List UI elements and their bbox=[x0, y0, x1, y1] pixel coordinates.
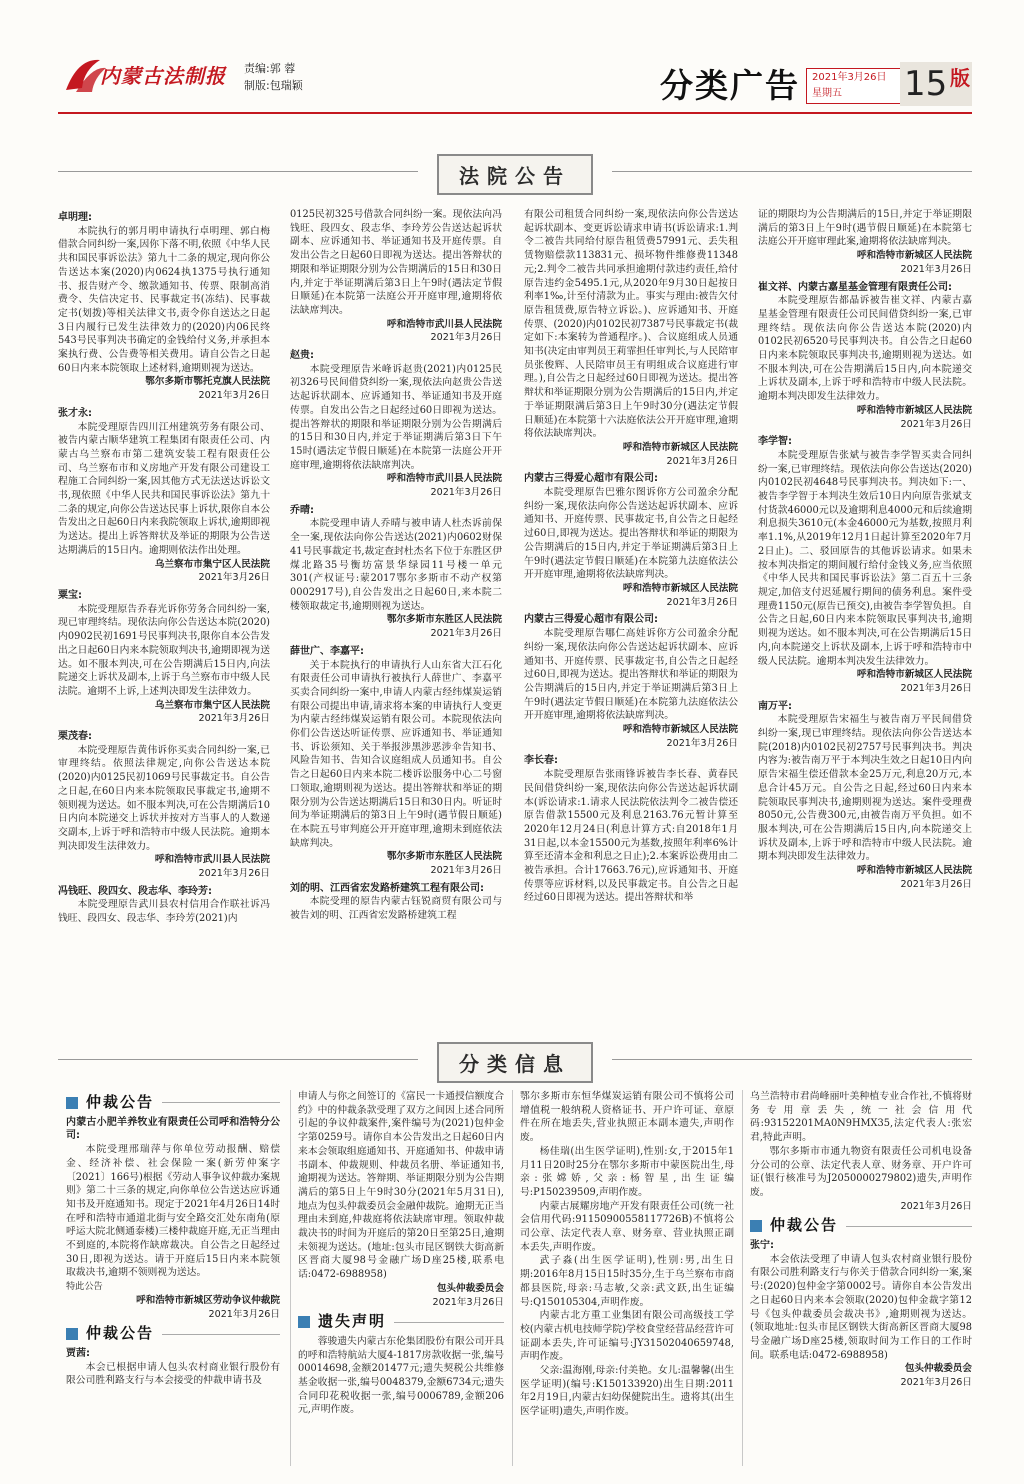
notice-body: 内蒙古展耀房地产开发有限责任公司(统一社会信用代码:91150900558117726B)不慎将公司公章、法定代表人章、财务章、营业执照正副本丢失,声明作废。 bbox=[520, 1200, 734, 1253]
notice-body-cont: 有限公司租赁合同纠纷一案,现依法向你公告送达起诉状副本、变更诉讼请求申请书(诉讼请求:1.判令二被告共同给付原告租赁费57991元、丢失租赁物赔偿款113831元、损坏物件维修费11348元;2.判令二被告共同承担逾期付款违约责任,给付原告违约金5495.1元,从2020年9月30日起按日利率1‰,计至付清款为止。事实与理由:被告欠付原告租赁费,原告特立诉讼。)、应诉通知书、开庭传票、(2020)内0102民初7387号民事裁定书(裁定如下:本案转为普通程序。)、合议庭组成人员通知书(决定由审判员王莉霏担任审判长,与人民陪审员张俊辉、人民陪审员王有明组成合议庭进行审理。),自公告之日起经过60日即视为送达。提出答辩状和举证期限分别为公告期满后的15日内,并定于举证期限满后第3日上午9时30分(遇法定节假日顺延)在本院第十六法庭依法公开开庭审理,逾期将依法缺席判决。 bbox=[524, 209, 738, 440]
heading-rule bbox=[162, 1334, 280, 1335]
notice-body: 本院受理原告宋福生与被告南万平民间借贷纠纷一案,现已审理终结。现依法向你公告送达本院(2018)内0102民初2757号民事判决书。判决内容为:被告南万平于本判决生效之日起10日内向原告宋福生偿还借款本金25万元,利息20万元,本息合计45万元。自公告之日起,经过60日内来本院领取民事判决书,逾期则视为送达。案件受理费8050元,公告费300元,由被告南万平负担。如不服本判决,可在公告期满后15日内,向本院递交上诉状及副本,上诉于呼和浩特市中级人民法院。逾期本判决即发生法律效力。 bbox=[758, 714, 972, 863]
section-title: 分类广告 bbox=[660, 66, 800, 105]
notice-addressee: 张才永: bbox=[58, 407, 92, 419]
lower-column-1 bbox=[66, 1090, 280, 1470]
notice-date: 2021年3月26日 bbox=[198, 713, 270, 725]
notice-addressee: 崔文祥、内蒙古嘉星基金管理有限责任公司: bbox=[758, 281, 952, 293]
heading-marker-icon bbox=[66, 1097, 78, 1109]
arbitration-title: 仲裁公告 bbox=[770, 1216, 839, 1235]
notice-addressee: 粟宝: bbox=[58, 589, 82, 601]
court-banner bbox=[58, 154, 972, 188]
issuing-court: 呼和浩特市新城区人民法院 bbox=[856, 404, 972, 416]
arbitration-notice-3 bbox=[750, 1239, 972, 1390]
lower-column-4 bbox=[750, 1090, 972, 1470]
notice-body-cont: 申请人与你之间签订的《富民一卡通授信额度合约》中的仲裁条款受理了双方之间因上述合同所引起的争议仲裁案件,案件编号为(2021)包仲金字第0259号。请你自本公告发出之日起60日内来本会领取组庭通知书、开庭通知书、仲裁申请书副本、仲裁规则、仲裁员名册、举证通知书,逾期视为送达。答辩期、举证期限分别为公告期满后的第5日上午9时30分(2021年5月31日),地点为包头仲裁委员会金融仲裁院。逾期无正当理由未到庭,仲裁庭将依法缺席审理。领取仲裁裁决书的时间为开庭后的第20日至第25日,逾期未领视为送达。(地址:包头市昆区钢铁大街高新区晋商大厦98号金融广场D座25楼,联系电话:0472-6988958) bbox=[298, 1091, 504, 1281]
issuing-court: 呼和浩特市新城区人民法院 bbox=[622, 724, 738, 736]
arbitration-heading bbox=[750, 1216, 972, 1235]
notice-date: 2021年3月26日 bbox=[900, 418, 972, 430]
issuing-court: 乌兰察布市集宁区人民法院 bbox=[154, 558, 270, 570]
notice-addressee: 乔晴: bbox=[290, 504, 314, 516]
editor-credits bbox=[244, 60, 303, 94]
notice-date: 2021年3月26日 bbox=[430, 487, 502, 499]
classified-banner-title: 分类信息 bbox=[437, 1042, 593, 1083]
notice-date: 2021年3月26日 bbox=[198, 572, 270, 584]
notice-addressee: 李学智: bbox=[758, 436, 792, 448]
heading-rule bbox=[846, 1226, 972, 1227]
lost-title: 遗失声明 bbox=[318, 1312, 387, 1331]
notice-addressee: 刘的明、江西省宏发路桥建筑工程有限公司: bbox=[290, 882, 484, 894]
notice-addressee: 薛世广、李嘉平: bbox=[290, 645, 364, 657]
notice-date: 2021年3月26日 bbox=[430, 865, 502, 877]
notice-date: 2021年3月26日 bbox=[198, 390, 270, 402]
issuing-court: 呼和浩特市新城区人民法院 bbox=[856, 250, 972, 262]
notice-date: 2021年3月26日 bbox=[666, 596, 738, 608]
notice-body: 本院受理原告张斌与被告李学智买卖合同纠纷一案,已审理终结。现依法向你公告送达(2020)内0102民初4648号民事判决书。判决如下:一、被告李学智于本判决生效后10日内向原告张斌支付货款46000元以及逾期利息4000元和后续逾期利息损失3610元(本金46000元为基数,按照月利率1.1%,从2019年12月1日起计算至2020年7月2日止)。二、驳回原告的其他诉讼请求。如果未按本判决指定的期间履行给付金钱义务,应当依照《中华人民共和国民事诉讼法》第二百五十三条规定,加倍支付迟延履行期间的债务利息。案件受理费1150元(原告已预交),由被告李学智负担。自公告之日起,60日内来本院领取民事判决书,逾期则视为送达。如不服本判决,可在公告期满后15日内,向本院递交上诉状及副本,上诉于呼和浩特市中级人民法院。逾期本判决发生法律效力。 bbox=[758, 449, 972, 667]
notice-body: 本院受理原告四川江州建筑劳务有限公司、被告内蒙古顺华建筑工程集团有限责任公司、内蒙古乌兰察布市第二建筑安装工程有限责任公司、乌兰察布市和义房地产开发有限公司建设工程施工合同纠纷一案,因其他方式无法送达诉讼文书,现依照《中华人民共和国民事诉讼法》第九十二条的规定,向你公告送达民事上诉状,限你自本公告发出之日起60日内来我院领取上诉状,逾期即视为送达。提出上诉答辩状及举证的期限为公告送达期满后的15日内。逾期则依法作出处理。 bbox=[58, 421, 270, 556]
issuing-court: 呼和浩特市新城区人民法院 bbox=[622, 582, 738, 594]
issuing-court: 呼和浩特市新城区人民法院 bbox=[856, 669, 972, 681]
notice-body: 本院受理申请人乔晴与被申请人杜杰诉前保全一案,现依法向你公告送达(2021)内0602财保41号民事裁定书,裁定查封杜杰名下位于东胜区伊煤北路35号衡坊富景华绿园11号楼一单元301(产权证号:蒙2017鄂尔多斯市不动产权第0002917号),自公告发出之日起60日,来本院二楼领取裁定书,逾期则视为送达。 bbox=[290, 518, 502, 612]
notice-body-cont: 鄂尔多斯市东恒华煤炭运销有限公司不慎将公司增值税一般纳税人资格证书、开户许可证、章原件在所在地丢失,营业执照正本副本遗失,声明作废。 bbox=[520, 1091, 734, 1144]
issuing-court: 鄂尔多斯市东胜区人民法院 bbox=[386, 851, 502, 863]
notice-date: 2021年3月26日 bbox=[430, 332, 502, 344]
notice-note: 特此公告 bbox=[66, 1281, 103, 1293]
column-4 bbox=[758, 208, 972, 1038]
lost-notice bbox=[298, 1335, 504, 1417]
notice-date: 2021年3月26日 bbox=[900, 682, 972, 694]
heading-marker-icon bbox=[66, 1328, 78, 1340]
issuing-court: 呼和浩特市武川县人民法院 bbox=[386, 473, 502, 485]
issuing-court: 鄂尔多斯市东胜区人民法院 bbox=[386, 614, 502, 626]
notice-addressee: 贾茜: bbox=[66, 1347, 90, 1359]
issuing-court: 乌兰察布市集宁区人民法院 bbox=[154, 699, 270, 711]
editor: 责编:郭 蓉 bbox=[244, 62, 296, 75]
heading-marker-icon bbox=[750, 1220, 762, 1232]
notice-body-cont: 乌兰浩特市君尚峰丽叶美种植专业合作社,不慎将财务专用章丢失,统一社会信用代码:93152201MA0N9HMX35,法定代表人:张宏君,特此声明。 bbox=[750, 1091, 972, 1144]
lost-heading bbox=[298, 1312, 504, 1331]
issuing-court: 包头仲裁委员会 bbox=[436, 1282, 504, 1294]
notice-body: 本院受理原告都晶诉被告崔文祥、内蒙古嘉星基金管理有限责任公司民间借贷纠纷一案,已审理终结。现依法向你公告送达本院(2020)内0102民初6520号民事判决书。自公告之日起60日内来本院领取民事判决书,逾期则视为送达。如不服本判决,可在公告期满后15日内,向本院递交上诉状及副本,上诉于呼和浩特市中级人民法院。逾期本判决即发生法律效力。 bbox=[758, 295, 972, 403]
issue-date bbox=[812, 70, 887, 102]
paper-name: 内蒙古法制报 bbox=[100, 64, 226, 88]
notice-body: 蓉骏遗失内蒙古东伦集团股份有限公司开具的呼和浩特航站大厦4-1817房款收据一张,编号00014698,金额201477元;遗失契税公共维修基金收据一张,编号0048379,金额6734元;遗失合同印花税收据一张,编号0006789,金额206元,声明作废。 bbox=[298, 1335, 504, 1416]
notice-body: 本院执行的郭月明申请执行卓明理、郭白梅借款合同纠纷一案,因你下落不明,依照《中华人民共和国民事诉讼法》第九十二条的规定,现向你公告送达本案(2020)内0624执1375号执行通知书、报告财产令、缴款通知书、传票、限制高消费令、失信决定书、民事裁定书(冻结)、民事裁定书(划拨)等相关法律文书,责令你自送达之日起3日内履行已发生法律效力的(2020)内06民终543号民事判决书确定的金钱给付义务,并承担本案执行费、公告费等相关费用。请自公告之日起60日内来本院领取上述材料,逾期则视为送达。 bbox=[58, 225, 270, 374]
issuing-court: 呼和浩特市新城区人民法院 bbox=[856, 865, 972, 877]
column-divider bbox=[290, 1090, 291, 1466]
arbitration-title: 仲裁公告 bbox=[86, 1324, 155, 1343]
notice-date: 2021年3月26日 bbox=[208, 1308, 280, 1320]
notice-addressee: 内蒙古三得爱心超市有限公司: bbox=[524, 614, 658, 626]
page-number: 15 bbox=[904, 64, 948, 104]
banner-line-right bbox=[612, 1059, 972, 1060]
heading-marker-icon bbox=[298, 1316, 310, 1328]
lower-column-3 bbox=[520, 1090, 734, 1470]
column-divider bbox=[512, 1090, 513, 1466]
notice-addressee: 南万平: bbox=[758, 700, 792, 712]
arbitration-notice-2 bbox=[66, 1347, 280, 1388]
issuing-court: 呼和浩特市武川县人民法院 bbox=[154, 854, 270, 866]
notice-body: 本院受理原告张雨锋诉被告李长春、黄春民民间借贷纠纷一案,现依法向你公告送达起诉状副本(诉讼请求:1.请求人民法院依法判令二被告偿还原告借款15500元及利息2163.76元暂计算至2020年12月24日(利息计算方式:自2018年1月31日起,以本金15500元为基数,按照年利率6%计算至还清本金和利息之日止);2.本案诉讼费用由二被告承担。合计17663.76元),应诉通知书、开庭传票等应诉材料,以及民事裁定书。自公告之日起经过60日即视为送达。提出答辩状和举 bbox=[524, 769, 738, 904]
notice-body: 本院受理原告黄伟诉你买卖合同纠纷一案,已审理终结。依照法律规定,向你公告送达本院(2020)内0125民初1069号民事裁定书。自公告之日起,在60日内来本院领取民事裁定书,逾期不领则视为送达。如不服本判决,可在公告期满后10日内向本院递交上诉状并按对方当事人的人数递交副本,上诉于呼和浩特市中级人民法院。逾期本判决即发生法律效力。 bbox=[58, 744, 270, 852]
banner-line-left bbox=[58, 1059, 418, 1060]
notice-date: 2021年3月26日 bbox=[198, 868, 270, 880]
arbitration-notice-2-cont bbox=[298, 1090, 504, 1309]
notice-body-cont: 0125民初325号借款合同纠纷一案。现依法向冯钱旺、段四女、段志华、李玲芳公告送达起诉状副本、应诉通知书、举证通知书及开庭传票。自发出公告之日起60日即视为送达。提出答辩状的期限和举证期限分别为公告期满后的15日和30日内,并定于举证期满后第3日上午9时(遇法定节假日顺延)在本院第一法庭公开开庭审理,逾期将依法缺席判决。 bbox=[290, 209, 502, 316]
arbitration-heading bbox=[66, 1093, 280, 1111]
masthead bbox=[0, 0, 1024, 120]
issuing-court: 呼和浩特市新城区人民法院 bbox=[622, 441, 738, 453]
heading-rule bbox=[162, 1102, 280, 1103]
notice-date: 2021年3月26日 bbox=[432, 1296, 504, 1308]
arbitration-heading bbox=[66, 1324, 280, 1343]
notice-body: 杨佳瑞(出生医学证明),性别:女,于2015年1月11日20时25分在鄂尔多斯市中蒙医院出生,母亲:张嫦娇,父亲:杨智星,出生证编号:P150239509,声明作废。 bbox=[520, 1145, 734, 1198]
date-text: 2021年3月26日 bbox=[812, 72, 887, 83]
notice-date: 2021年3月26日 bbox=[900, 878, 972, 890]
notice-addressee: 内蒙古小肥羊养牧业有限责任公司呼和浩特分公司: bbox=[66, 1116, 280, 1142]
lower-column-2 bbox=[298, 1090, 504, 1470]
notice-date: 2021年3月26日 bbox=[430, 628, 502, 640]
issuing-court: 呼和浩特市武川县人民法院 bbox=[386, 318, 502, 330]
notice-date: 2021年3月26日 bbox=[900, 1377, 972, 1389]
layout-editor: 制版:包瑞颖 bbox=[244, 79, 303, 92]
notice-addressee: 内蒙古三得爱心超市有限公司: bbox=[524, 473, 658, 485]
masthead-rule bbox=[58, 112, 972, 114]
notice-body: 本会已根据申请人包头农村商业银行股份有限公司胜利路支行与本会接受的仲裁申请书及 bbox=[66, 1361, 280, 1387]
issuing-court: 呼和浩特市新城区劳动争议仲裁院 bbox=[136, 1294, 280, 1306]
notice-addressee: 卓明理: bbox=[58, 212, 92, 223]
classified-banner bbox=[58, 1042, 972, 1076]
notice-body: 本院受理原告哪仁高娃诉你方公司盈余分配纠纷一案,现依法向你公告送达起诉状副本、应诉通知书、开庭传票、民事裁定书,自公告之日起经过60日,即视为送达。提出答辩状和举证的期限为公告期满后的15日内,并定于举证期满后第3日上午9时(遇法定节假日顺延)在本院第九法庭依法公开开庭审理,逾期将依法缺席判决。 bbox=[524, 628, 738, 722]
notice-addressee: 冯钱旺、段四女、段志华、李玲芳: bbox=[58, 885, 212, 897]
page-number-box bbox=[900, 62, 972, 106]
notice-body: 本院受理原告米峰诉赵贵(2021)内0125民初326号民间借贷纠纷一案,现依法向赵贵公告送达起诉状副本、应诉通知书、举证通知书及开庭传票。自发出公告之日起经过60日即视为送达。提出答辩状的期限和举证期限分别为公告期满后的15日和30日内,并定于举证期满后第3日下午15时(遇法定节假日顺延)在本院第一法庭公开开庭审理,逾期将依法缺席判决。 bbox=[290, 363, 502, 471]
page-suffix: 版 bbox=[950, 66, 970, 90]
column-divider bbox=[742, 1090, 743, 1466]
notice-addressee: 张宁: bbox=[750, 1240, 774, 1252]
column-2 bbox=[290, 208, 502, 1038]
column-1 bbox=[58, 208, 270, 1038]
notice-addressee: 赵贵: bbox=[290, 350, 314, 362]
notice-date: 2021年3月26日 bbox=[900, 263, 972, 275]
notice-body: 关于本院执行的申请执行人山东省大江石化有限责任公司申请执行被执行人薛世广、李嘉平买卖合同纠纷一案中,申请人内蒙古经纬煤炭运销有限公司提出申请,请求将本案的申请执行人变更为内蒙古经纬煤炭运销有限公司。本院现依法向你们公告送达听证传票、应诉通知书、举证通知书、诉讼须知、关于举报涉黑涉恶涉伞告知书、风险告知书、告知合议庭组成人员通知书。自公告之日起60日内来本院二楼诉讼服务中心二号窗口领取,逾期则视为送达。提出答辩状和举证的期限分别为公告送达期满后15日和30日内。听证时间为举证期满后的第3日上午9时(遇节假日顺延)在本院五号审判庭公开开庭审理,逾期未到庭依法缺席判决。 bbox=[290, 659, 502, 849]
banner-line-right bbox=[612, 171, 972, 172]
weekday-text: 星期五 bbox=[812, 88, 842, 99]
issuing-court: 鄂尔多斯市鄂托克旗人民法院 bbox=[145, 376, 270, 388]
notice-body: 本会依法受理了申请人包头农村商业银行股份有限公司胜利路支行与你关于借款合同纠纷一案,案号:(2020)包仲金字第0002号。请你自本公告发出之日起60日内来本会领取(2020)包仲金裁字第12号《包头仲裁委员会裁决书》,逾期则视为送达。(领取地址:包头市昆区钢铁大街高新区晋商大厦98号金融广场D座25楼,领取时间为工作日的工作时间。联系电话:0472-6988958) bbox=[750, 1253, 972, 1361]
court-banner-title: 法院公告 bbox=[437, 154, 593, 195]
notice-body: 本院受理邢瑞萍与你单位劳动报酬、赔偿金、经济补偿、社会保险一案(新劳仲案字〔2021〕166号)根据《劳动人事争议仲裁办案规则》第二十三条的规定,向你单位公告送达应诉通知书及开庭通知书。现定于2021年4月26日14时在呼和浩特市通道北街与安全路交汇处东南角(原呼运大院北侧通泰楼)三楼仲裁庭开庭,无正当理由不到庭的,本院将作缺席裁决。自公告之日起经过30日,即视为送达。请于开庭后15日内来本院领取裁决书,逾期不领则视为送达。 bbox=[66, 1144, 280, 1279]
column-3 bbox=[524, 208, 738, 1038]
notice-body-cont: 证的期限均为公告期满后的15日,并定于举证期限满后的第3日上午9时(遇节假日顺延)在本院第七法庭公开开庭审理此案,逾期将依法缺席判决。 bbox=[758, 209, 972, 248]
notice-body: 本院受理原告乔春光诉你劳务合同纠纷一案,现已审理终结。现依法向你公告送达本院(2020)内0902民初1691号民事判决书,限你自本公告发出之日起60日内来本院领取判决书,逾期即视为送达。如不服本判决,可在公告期满后15日内,向法院递交上诉状及副本,上诉于乌兰察布市中级人民法院。逾期不上诉,上述判决即发生法律效力。 bbox=[58, 603, 270, 697]
notice-body: 本院受理原告武川县农村信用合作联社诉冯钱旺、段四女、段志华、李玲芳(2021)内 bbox=[58, 899, 270, 925]
notice-body: 本院受理原告巴雅尔图诉你方公司盈余分配纠纷一案,现依法向你公告送达起诉状副本、应诉通知书、开庭传票、民事裁定书,自公告之日起经过60日,即视为送达。提出答辩状和举证的期限为公告期满后的15日内,并定于举证期满后第3日上午9时(遇法定节假日顺延)在本院第九法庭依法公开开庭审理,逾期将依法缺席判决。 bbox=[524, 487, 738, 581]
notice-body: 父亲:温海刚,母亲:付美艳。女儿:温馨馨(出生医学证明)(编号:K150133920)出生日期:2011年2月19日,内蒙古妇幼保健院出生。遗将其(出生医学证明)遗失,声明作废。 bbox=[520, 1365, 734, 1418]
banner-line-left bbox=[58, 171, 418, 172]
arbitration-title: 仲裁公告 bbox=[86, 1093, 155, 1111]
issuing-court: 包头仲裁委员会 bbox=[904, 1363, 972, 1375]
lost-notices-cont bbox=[750, 1090, 972, 1213]
notice-addressee: 栗茂春: bbox=[58, 731, 92, 743]
notice-date: 2021年3月26日 bbox=[900, 1200, 972, 1212]
notice-body: 鄂尔多斯市市通九物资有限责任公司机电设备分公司的公章、法定代表人章、财务章、开户许可证(银行核准号为J2050000279802)遗失,声明作废。 bbox=[750, 1145, 972, 1198]
arbitration-notice-1 bbox=[66, 1116, 280, 1322]
notice-date: 2021年3月26日 bbox=[666, 455, 738, 467]
notice-body: 内蒙古北方重工业集团有限公司高级技工学校(内蒙古机电技师学院)学校食堂经营品经营许可证副本丢失,许可证编号:JY31502040659748,声明作废。 bbox=[520, 1310, 734, 1363]
notice-addressee: 李长春: bbox=[524, 755, 558, 767]
heading-rule bbox=[394, 1322, 504, 1323]
notice-date: 2021年3月26日 bbox=[666, 737, 738, 749]
notice-body: 武子淼(出生医学证明),性别:男,出生日期:2016年8月15日15时35分,生于乌兰察布市商都县医院,母亲:马志敏,父亲:武文跃,出生证编号:Q150105304,声明作废。 bbox=[520, 1255, 734, 1308]
notice-body: 本院受理的原告内蒙古钰锐商贸有限公司与被告刘的明、江西省宏发路桥建筑工程 bbox=[290, 896, 502, 922]
